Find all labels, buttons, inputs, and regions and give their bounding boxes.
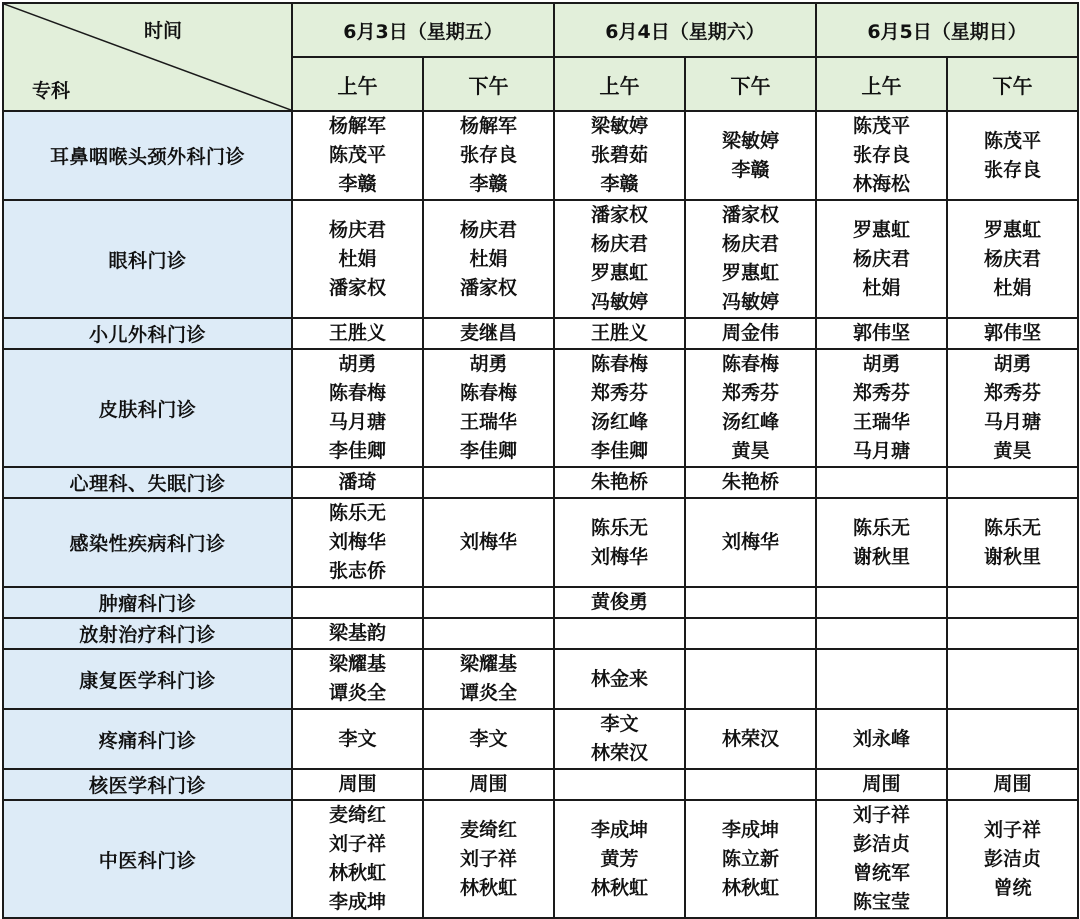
doctor-name: 彭洁贞 bbox=[984, 847, 1042, 870]
doctor-name: 冯敏婷 bbox=[722, 291, 780, 313]
schedule-cell bbox=[292, 318, 423, 349]
schedule-cell bbox=[947, 200, 1078, 318]
schedule-cell bbox=[423, 111, 554, 200]
schedule-cell bbox=[554, 587, 685, 618]
doctor-name: 李佳卿 bbox=[591, 440, 649, 462]
doctor-name: 陈乐无 bbox=[984, 516, 1042, 539]
schedule-cell bbox=[816, 111, 947, 200]
doctor-name: 杨庆君 bbox=[328, 218, 386, 241]
schedule-cell bbox=[292, 349, 423, 467]
department-name: 心理科、失眠门诊 bbox=[3, 467, 292, 498]
doctor-name: 刘永峰 bbox=[853, 727, 911, 750]
doctor-name: 刘子祥 bbox=[853, 804, 911, 826]
schedule-cell bbox=[947, 318, 1078, 349]
doctor-name: 李文 bbox=[338, 727, 377, 750]
period-header: 上午 bbox=[292, 57, 423, 111]
doctor-name: 李文 bbox=[600, 713, 639, 735]
schedule-cell bbox=[685, 111, 816, 200]
schedule-cell bbox=[685, 709, 816, 769]
doctor-name: 李赣 bbox=[600, 173, 639, 195]
department-name: 眼科门诊 bbox=[3, 200, 292, 318]
doctor-name: 陈乐无 bbox=[591, 516, 649, 539]
doctor-name: 黄昊 bbox=[993, 440, 1032, 462]
doctor-name: 刘子祥 bbox=[984, 818, 1042, 841]
schedule-cell bbox=[947, 769, 1078, 800]
department-name: 康复医学科门诊 bbox=[3, 649, 292, 709]
schedule-cell bbox=[816, 618, 947, 649]
schedule-cell bbox=[816, 587, 947, 618]
schedule-cell bbox=[947, 800, 1078, 918]
schedule-cell bbox=[816, 200, 947, 318]
clinic-schedule-table bbox=[2, 2, 1079, 919]
schedule-cell bbox=[685, 800, 816, 918]
schedule-row bbox=[3, 800, 1078, 918]
doctor-name: 刘子祥 bbox=[328, 833, 386, 855]
doctor-name: 张存良 bbox=[984, 158, 1042, 181]
doctor-name: 刘子祥 bbox=[460, 847, 518, 870]
doctor-name: 梁耀基 bbox=[328, 653, 386, 675]
doctor-name: 梁敏婷 bbox=[722, 129, 780, 152]
doctor-name: 杜娟 bbox=[338, 247, 377, 270]
schedule-row bbox=[3, 349, 1078, 467]
doctor-name: 黄俊勇 bbox=[591, 591, 649, 613]
schedule-cell bbox=[816, 467, 947, 498]
date-header: 6月4日（星期六） bbox=[554, 3, 816, 57]
doctor-name: 潘家权 bbox=[591, 204, 649, 226]
doctor-name: 冯敏婷 bbox=[591, 291, 649, 313]
doctor-name: 郑秀芬 bbox=[984, 382, 1042, 404]
doctor-name: 林秋虹 bbox=[722, 876, 780, 899]
doctor-name: 麦绮红 bbox=[328, 804, 386, 826]
doctor-name: 王胜义 bbox=[328, 322, 386, 344]
schedule-cell bbox=[423, 618, 554, 649]
date-header: 6月3日（星期五） bbox=[292, 3, 554, 57]
schedule-cell bbox=[292, 200, 423, 318]
schedule-cell bbox=[816, 709, 947, 769]
period-header: 上午 bbox=[816, 57, 947, 111]
schedule-cell bbox=[292, 618, 423, 649]
doctor-name: 胡勇 bbox=[862, 353, 901, 375]
doctor-name: 陈茂平 bbox=[328, 144, 386, 166]
doctor-name: 黄芳 bbox=[600, 847, 639, 870]
doctor-name: 潘家权 bbox=[460, 276, 518, 299]
doctor-name: 郑秀芬 bbox=[591, 382, 649, 404]
doctor-name: 王胜义 bbox=[591, 322, 649, 344]
doctor-name: 朱艳桥 bbox=[591, 471, 649, 493]
doctor-name: 麦继昌 bbox=[460, 322, 518, 344]
schedule-cell bbox=[554, 618, 685, 649]
period-header: 下午 bbox=[947, 57, 1078, 111]
doctor-name: 林荣汉 bbox=[722, 727, 780, 750]
period-header: 下午 bbox=[423, 57, 554, 111]
schedule-cell bbox=[554, 498, 685, 587]
doctor-name: 周围 bbox=[469, 773, 508, 795]
doctor-name: 潘家权 bbox=[328, 276, 386, 299]
doctor-name: 周围 bbox=[338, 773, 377, 795]
doctor-name: 陈宝莹 bbox=[853, 891, 911, 913]
schedule-cell bbox=[423, 769, 554, 800]
doctor-name: 陈春梅 bbox=[328, 382, 386, 404]
doctor-name: 陈乐无 bbox=[328, 502, 386, 524]
doctor-name: 刘梅华 bbox=[328, 531, 386, 553]
schedule-row bbox=[3, 200, 1078, 318]
department-name: 耳鼻咽喉头颈外科门诊 bbox=[3, 111, 292, 200]
schedule-row bbox=[3, 769, 1078, 800]
schedule-cell bbox=[947, 349, 1078, 467]
department-name: 放射治疗科门诊 bbox=[3, 618, 292, 649]
doctor-name: 陈茂平 bbox=[984, 129, 1042, 152]
doctor-name: 周围 bbox=[993, 773, 1032, 795]
doctor-name: 罗惠虹 bbox=[722, 262, 780, 284]
date-header: 6月5日（星期日） bbox=[816, 3, 1078, 57]
doctor-name: 罗惠虹 bbox=[984, 218, 1042, 241]
schedule-cell bbox=[947, 709, 1078, 769]
doctor-name: 张存良 bbox=[460, 144, 518, 166]
doctor-name: 林秋虹 bbox=[591, 876, 649, 899]
doctor-name: 谭炎全 bbox=[328, 682, 386, 704]
schedule-row bbox=[3, 498, 1078, 587]
doctor-name: 林金来 bbox=[591, 667, 649, 690]
schedule-cell bbox=[423, 200, 554, 318]
department-name: 皮肤科门诊 bbox=[3, 349, 292, 467]
doctor-name: 陈春梅 bbox=[722, 353, 780, 375]
department-name: 感染性疾病科门诊 bbox=[3, 498, 292, 587]
schedule-cell bbox=[554, 200, 685, 318]
schedule-cell bbox=[816, 769, 947, 800]
schedule-cell bbox=[292, 498, 423, 587]
doctor-name: 李成坤 bbox=[328, 891, 386, 913]
schedule-cell bbox=[554, 769, 685, 800]
schedule-cell bbox=[816, 498, 947, 587]
schedule-cell bbox=[292, 769, 423, 800]
department-name: 小儿外科门诊 bbox=[3, 318, 292, 349]
schedule-row bbox=[3, 618, 1078, 649]
schedule-cell bbox=[947, 467, 1078, 498]
doctor-name: 杨庆君 bbox=[722, 233, 780, 255]
schedule-cell bbox=[423, 467, 554, 498]
schedule-row bbox=[3, 649, 1078, 709]
doctor-name: 张存良 bbox=[853, 144, 911, 166]
doctor-name: 麦绮红 bbox=[460, 818, 518, 841]
schedule-cell bbox=[947, 111, 1078, 200]
doctor-name: 张志侨 bbox=[328, 560, 386, 582]
schedule-cell bbox=[554, 467, 685, 498]
schedule-cell bbox=[685, 200, 816, 318]
schedule-cell bbox=[816, 800, 947, 918]
schedule-cell bbox=[554, 349, 685, 467]
schedule-cell bbox=[292, 649, 423, 709]
schedule-cell bbox=[423, 587, 554, 618]
schedule-cell bbox=[816, 318, 947, 349]
schedule-cell bbox=[292, 709, 423, 769]
doctor-name: 梁耀基 bbox=[460, 653, 518, 675]
period-header: 下午 bbox=[685, 57, 816, 111]
schedule-row bbox=[3, 111, 1078, 200]
doctor-name: 李成坤 bbox=[722, 818, 780, 841]
schedule-cell bbox=[292, 467, 423, 498]
doctor-name: 杨解军 bbox=[328, 115, 386, 137]
doctor-name: 刘梅华 bbox=[722, 531, 780, 553]
doctor-name: 杨解军 bbox=[460, 115, 518, 137]
doctor-name: 杜娟 bbox=[862, 276, 901, 299]
schedule-cell bbox=[554, 111, 685, 200]
schedule-cell bbox=[685, 618, 816, 649]
doctor-name: 杜娟 bbox=[469, 247, 508, 270]
doctor-name: 罗惠虹 bbox=[853, 218, 911, 241]
doctor-name: 郭伟坚 bbox=[984, 322, 1042, 344]
doctor-name: 林秋虹 bbox=[460, 876, 518, 899]
doctor-name: 杨庆君 bbox=[460, 218, 518, 241]
schedule-cell bbox=[292, 800, 423, 918]
doctor-name: 罗惠虹 bbox=[591, 262, 649, 284]
doctor-name: 林荣汉 bbox=[591, 742, 649, 764]
doctor-name: 杨庆君 bbox=[853, 247, 911, 270]
period-header: 上午 bbox=[554, 57, 685, 111]
schedule-row bbox=[3, 587, 1078, 618]
schedule-cell bbox=[685, 318, 816, 349]
doctor-name: 李佳卿 bbox=[460, 440, 518, 462]
doctor-name: 林海松 bbox=[853, 173, 911, 195]
corner-header bbox=[3, 3, 292, 111]
schedule-cell bbox=[554, 318, 685, 349]
schedule-cell bbox=[292, 111, 423, 200]
schedule-cell bbox=[685, 649, 816, 709]
doctor-name: 王瑞华 bbox=[853, 411, 911, 433]
doctor-name: 林秋虹 bbox=[328, 862, 386, 884]
doctor-name: 李赣 bbox=[469, 173, 508, 195]
department-name: 疼痛科门诊 bbox=[3, 709, 292, 769]
doctor-name: 陈春梅 bbox=[591, 353, 649, 375]
schedule-cell bbox=[947, 649, 1078, 709]
doctor-name: 陈立新 bbox=[722, 847, 780, 870]
doctor-name: 周围 bbox=[862, 773, 901, 795]
schedule-cell bbox=[554, 800, 685, 918]
doctor-name: 胡勇 bbox=[469, 353, 508, 375]
doctor-name: 谭炎全 bbox=[460, 682, 518, 704]
schedule-cell bbox=[685, 349, 816, 467]
doctor-name: 潘琦 bbox=[338, 471, 377, 493]
schedule-cell bbox=[685, 467, 816, 498]
doctor-name: 刘梅华 bbox=[591, 545, 649, 568]
doctor-name: 刘梅华 bbox=[460, 531, 518, 553]
doctor-name: 李赣 bbox=[731, 158, 770, 181]
doctor-name: 李文 bbox=[469, 727, 508, 750]
doctor-name: 李佳卿 bbox=[328, 440, 386, 462]
department-name: 核医学科门诊 bbox=[3, 769, 292, 800]
doctor-name: 梁基韵 bbox=[328, 622, 386, 644]
doctor-name: 汤红峰 bbox=[722, 411, 780, 433]
doctor-name: 王瑞华 bbox=[460, 411, 518, 433]
doctor-name: 张碧茹 bbox=[591, 144, 649, 166]
doctor-name: 郑秀芬 bbox=[853, 382, 911, 404]
schedule-cell bbox=[947, 498, 1078, 587]
doctor-name: 杨庆君 bbox=[984, 247, 1042, 270]
doctor-name: 马月瑭 bbox=[328, 411, 386, 433]
schedule-cell bbox=[423, 498, 554, 587]
schedule-cell bbox=[423, 318, 554, 349]
doctor-name: 杨庆君 bbox=[591, 233, 649, 255]
doctor-name: 谢秋里 bbox=[853, 545, 911, 568]
doctor-name: 李成坤 bbox=[591, 818, 649, 841]
doctor-name: 朱艳桥 bbox=[722, 471, 780, 493]
doctor-name: 黄昊 bbox=[731, 440, 770, 462]
doctor-name: 马月瑭 bbox=[853, 440, 911, 462]
doctor-name: 曾统军 bbox=[853, 862, 911, 884]
doctor-name: 郑秀芬 bbox=[722, 382, 780, 404]
doctor-name: 梁敏婷 bbox=[591, 115, 649, 137]
schedule-row bbox=[3, 467, 1078, 498]
doctor-name: 汤红峰 bbox=[591, 411, 649, 433]
doctor-name: 周金伟 bbox=[722, 322, 780, 344]
schedule-cell bbox=[816, 349, 947, 467]
schedule-body bbox=[3, 111, 1078, 918]
schedule-cell bbox=[423, 349, 554, 467]
schedule-cell bbox=[423, 649, 554, 709]
schedule-cell bbox=[685, 769, 816, 800]
doctor-name: 杜娟 bbox=[993, 276, 1032, 299]
doctor-name: 谢秋里 bbox=[984, 545, 1042, 568]
schedule-cell bbox=[423, 709, 554, 769]
doctor-name: 陈春梅 bbox=[460, 382, 518, 404]
schedule-cell bbox=[292, 587, 423, 618]
schedule-cell bbox=[947, 587, 1078, 618]
schedule-cell bbox=[947, 618, 1078, 649]
doctor-name: 曾统 bbox=[993, 876, 1032, 899]
schedule-row bbox=[3, 318, 1078, 349]
doctor-name: 潘家权 bbox=[722, 204, 780, 226]
schedule-cell bbox=[554, 649, 685, 709]
doctor-name: 胡勇 bbox=[993, 353, 1032, 375]
schedule-cell bbox=[554, 709, 685, 769]
doctor-name: 陈茂平 bbox=[853, 115, 911, 137]
schedule-cell bbox=[685, 587, 816, 618]
doctor-name: 彭洁贞 bbox=[853, 833, 911, 855]
time-label: 时间 bbox=[144, 20, 183, 42]
doctor-name: 马月瑭 bbox=[984, 411, 1042, 433]
schedule-cell bbox=[423, 800, 554, 918]
specialty-label: 专科 bbox=[32, 80, 71, 102]
department-name: 中医科门诊 bbox=[3, 800, 292, 918]
schedule-row bbox=[3, 709, 1078, 769]
doctor-name: 郭伟坚 bbox=[853, 322, 911, 344]
schedule-cell bbox=[685, 498, 816, 587]
doctor-name: 李赣 bbox=[338, 173, 377, 195]
schedule-cell bbox=[816, 649, 947, 709]
doctor-name: 胡勇 bbox=[338, 353, 377, 375]
department-name: 肿瘤科门诊 bbox=[3, 587, 292, 618]
doctor-name: 陈乐无 bbox=[853, 516, 911, 539]
